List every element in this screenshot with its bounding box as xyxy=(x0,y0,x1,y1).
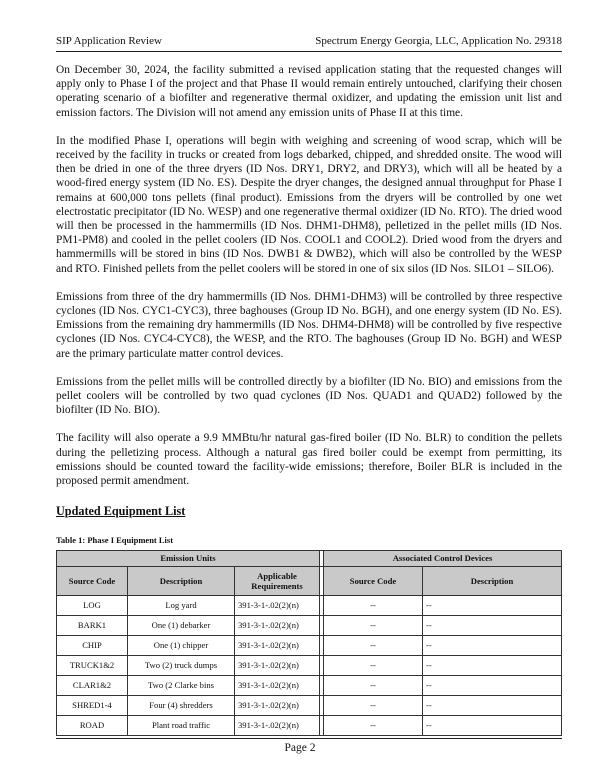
cell-source-code: SHRED1-4 xyxy=(57,695,128,715)
cell-source-code: LOG xyxy=(57,595,128,615)
paragraph-boiler: The facility will also operate a 9.9 MMBtu/hr natural gas-fired boiler (ID No. BLR) to condition the pellets during the pelletizing process. Although a natural gas fired boiler could be exempt from permitting, its emissions should be counted toward the facility-wide emissions; therefore, Boiler BLR is included in the proposed permit amendment. xyxy=(56,432,562,488)
cell-source-code: TRUCK1&2 xyxy=(57,655,128,675)
cell-control-code: -- xyxy=(324,675,423,695)
cell-source-code: CHIP xyxy=(57,635,128,655)
cell-requirements: 391-3-1-.02(2)(n) xyxy=(235,635,320,655)
cell-requirements: 391-3-1-.02(2)(n) xyxy=(235,615,320,635)
page-number: Page 2 xyxy=(284,742,316,754)
cell-control-description: -- xyxy=(423,615,562,635)
cell-requirements: 391-3-1-.02(2)(n) xyxy=(235,595,320,615)
cell-source-code: CLAR1&2 xyxy=(57,675,128,695)
cell-control-description: -- xyxy=(423,675,562,695)
cell-requirements: 391-3-1-.02(2)(n) xyxy=(235,715,320,735)
table-group-header-row xyxy=(57,550,562,566)
section-title-equipment-list: Updated Equipment List xyxy=(56,504,186,519)
col-requirements: Applicable Requirements xyxy=(235,566,320,595)
table-row xyxy=(57,715,562,735)
cell-control-description: -- xyxy=(423,595,562,615)
cell-description: One (1) debarker xyxy=(128,615,235,635)
paragraph-modified-phase-one: In the modified Phase I, operations will begin with weighing and screening of wood scrap, which will be received by the facility in trucks or created from logs debarked, chipped, and shredded onsite. The wood will then be dried in one of the three dryers (ID Nos. DRY1, DRY2, and DRY3), which will all be heated by a wood-fired energy system (ID No. ES). Despite the dryer changes, the designed annual throughput for Phase I remains at 600,000 tons pellets (final product). Emissions from the dryers will be controlled by one wet electrostatic precipitator (ID No. WESP) and one regenerative thermal oxidizer (ID No. RTO). The dried wood will then be processed in the hammermills (ID Nos. DHM1-DHM8), pelletized in the pellet mills (ID Nos. PM1-PM8) and cooled in the pellet coolers (ID Nos. COOL1 and COOL2). Dried wood from the dryers and hammermills will be stored in bins (ID Nos. DWB1 & DWB2), which will also be controlled by the WESP and RTO. Finished pellets from the pellet coolers will be stored in one of six silos (ID Nos. SILO1 – SILO6). xyxy=(56,134,562,275)
cell-control-code: -- xyxy=(324,715,423,735)
table-row xyxy=(57,615,562,635)
cell-control-description: -- xyxy=(423,635,562,655)
paragraph-hammermill-emissions: Emissions from three of the dry hammermills (ID Nos. DHM1-DHM3) will be controlled by three respective cyclones (ID Nos. CYC1-CYC3), three baghouses (Group ID No. BGH), and one energy system (ID No. ES). Emissions from the remaining dry hammermills (ID Nos. DHM4-DHM8) will be controlled by five respective cyclones (ID Nos. CYC4-CYC8), the WESP, and the RTO. The baghouses (Group ID No. BGH) and WESP are the primary particulate matter control devices. xyxy=(56,290,562,360)
document-body xyxy=(56,63,562,736)
cell-description: One (1) chipper xyxy=(128,635,235,655)
cell-description: Two (2 Clarke bins xyxy=(128,675,235,695)
table-row xyxy=(57,595,562,615)
page-header xyxy=(56,35,562,47)
table-row xyxy=(57,635,562,655)
cell-control-description: -- xyxy=(423,715,562,735)
cell-control-code: -- xyxy=(324,655,423,675)
cell-source-code: BARK1 xyxy=(57,615,128,635)
equipment-table xyxy=(56,550,562,736)
table-caption: Table 1: Phase I Equipment List xyxy=(56,535,174,546)
cell-requirements: 391-3-1-.02(2)(n) xyxy=(235,695,320,715)
header-control-devices: Associated Control Devices xyxy=(324,550,562,566)
paragraph-pellet-mill-emissions: Emissions from the pellet mills will be controlled directly by a biofilter (ID No. BIO) and emissions from the pellet coolers will be controlled by two quad cyclones (ID Nos. QUAD1 and QUAD2) followed by the biofilter (ID No. BIO). xyxy=(56,375,562,417)
col-control-source-code: Source Code xyxy=(324,566,423,595)
cell-requirements: 391-3-1-.02(2)(n) xyxy=(235,675,320,695)
cell-requirements: 391-3-1-.02(2)(n) xyxy=(235,655,320,675)
col-description: Description xyxy=(128,566,235,595)
header-left-title: SIP Application Review xyxy=(56,35,162,47)
cell-description: Log yard xyxy=(128,595,235,615)
cell-description: Four (4) shredders xyxy=(128,695,235,715)
header-emission-units: Emission Units xyxy=(57,550,320,566)
paragraph-revised-application: On December 30, 2024, the facility submitted a revised application stating that the requested changes will apply only to Phase I of the project and that Phase II would remain entirely untouched, clarifying their chosen operating scenario of a biofilter and regenerative thermal oxidizer, and updating the emission unit list and emission factors. The Division will not amend any emission units of Phase II at this time. xyxy=(56,64,562,119)
col-source-code: Source Code xyxy=(57,566,128,595)
cell-source-code: ROAD xyxy=(57,715,128,735)
cell-control-code: -- xyxy=(324,615,423,635)
cell-description: Plant road traffic xyxy=(128,715,235,735)
cell-control-code: -- xyxy=(324,595,423,615)
header-right-title: Spectrum Energy Georgia, LLC, Application No. 29318 xyxy=(315,35,562,47)
cell-description: Two (2) truck dumps xyxy=(128,655,235,675)
footer-divider xyxy=(56,738,562,739)
cell-control-description: -- xyxy=(423,695,562,715)
cell-control-code: -- xyxy=(324,695,423,715)
table-row xyxy=(57,655,562,675)
table-column-header-row xyxy=(57,566,562,595)
cell-control-code: -- xyxy=(324,635,423,655)
table-row xyxy=(57,675,562,695)
header-divider xyxy=(56,51,562,52)
col-control-description: Description xyxy=(423,566,562,595)
table-row xyxy=(57,695,562,715)
cell-control-description: -- xyxy=(423,655,562,675)
